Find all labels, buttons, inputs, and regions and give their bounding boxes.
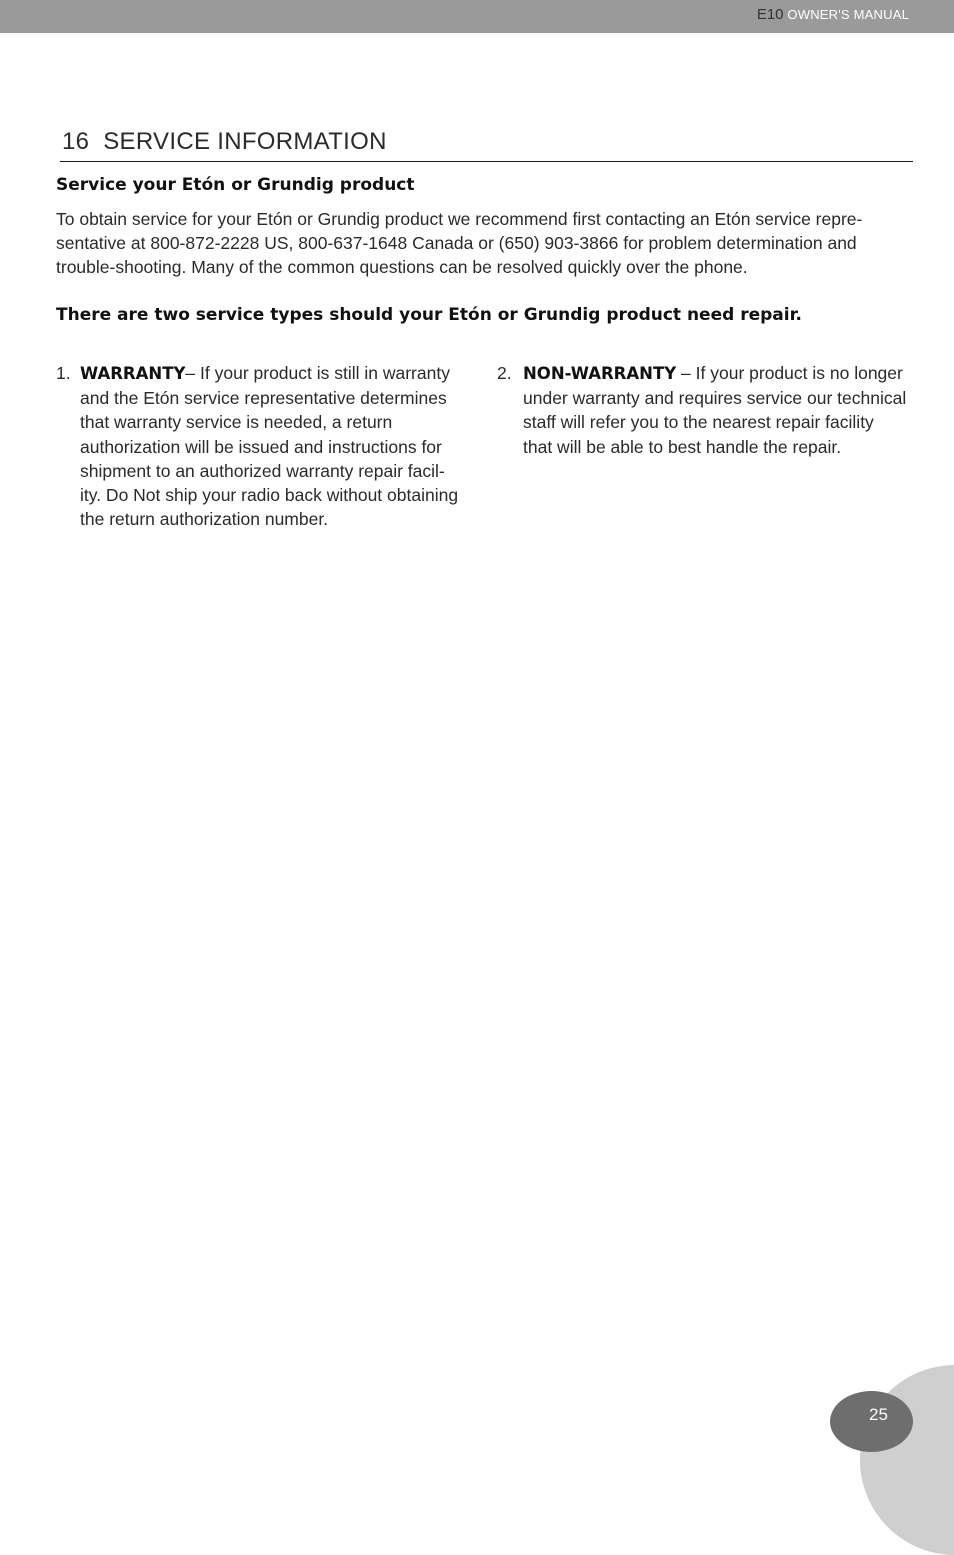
item-line: shipment to an authorized warranty repair facil- — [80, 460, 445, 481]
item-line: ity. Do Not ship your radio back without obtaining — [80, 485, 459, 506]
section-title: 16 SERVICE INFORMATION — [62, 128, 387, 155]
item-label: WARRANTY — [80, 364, 186, 383]
intro-paragraph — [56, 207, 916, 280]
title-divider — [60, 161, 913, 162]
list-number: 1. — [56, 363, 71, 383]
list-item-text — [523, 361, 915, 459]
item-line: – If your product is no longer — [676, 363, 903, 383]
item-line: the return authorization number. — [80, 509, 329, 530]
list-number: 2. — [497, 363, 512, 383]
item-line: that will be able to best handle the repair. — [523, 436, 842, 457]
header-bar — [0, 0, 954, 33]
item-line: and the Etón service representative determines — [80, 388, 447, 409]
running-header — [757, 6, 909, 23]
item-line: that warranty service is needed, a return — [80, 412, 393, 433]
item-line: staff will refer you to the nearest repair facility — [523, 412, 874, 433]
item-line: authorization will be issued and instructions for — [80, 436, 442, 457]
intro-line: To obtain service for your Etón or Grundig product we recommend first contacting an Etón service repre- — [56, 209, 863, 229]
subheading: Service your Etón or Grundig product — [56, 175, 415, 195]
page-number: 25 — [869, 1405, 888, 1424]
model-name: E10 — [756, 6, 784, 23]
list-item-text — [80, 361, 472, 531]
item-line: under warranty and requires service our technical — [523, 388, 907, 409]
item-line: – If your product is still in warranty — [185, 363, 450, 383]
intro-line: sentative at 800-872-2228 US, 800-637-1648 Canada or (650) 903-3866 for problem determination and — [56, 233, 857, 254]
service-types-heading: There are two service types should your Etón or Grundig product need repair. — [56, 305, 803, 325]
manual-title: OWNER'S MANUAL — [787, 7, 909, 22]
intro-line: trouble-shooting. Many of the common questions can be resolved quickly over the phone. — [56, 257, 748, 278]
item-label: NON-WARRANTY — [523, 364, 677, 383]
